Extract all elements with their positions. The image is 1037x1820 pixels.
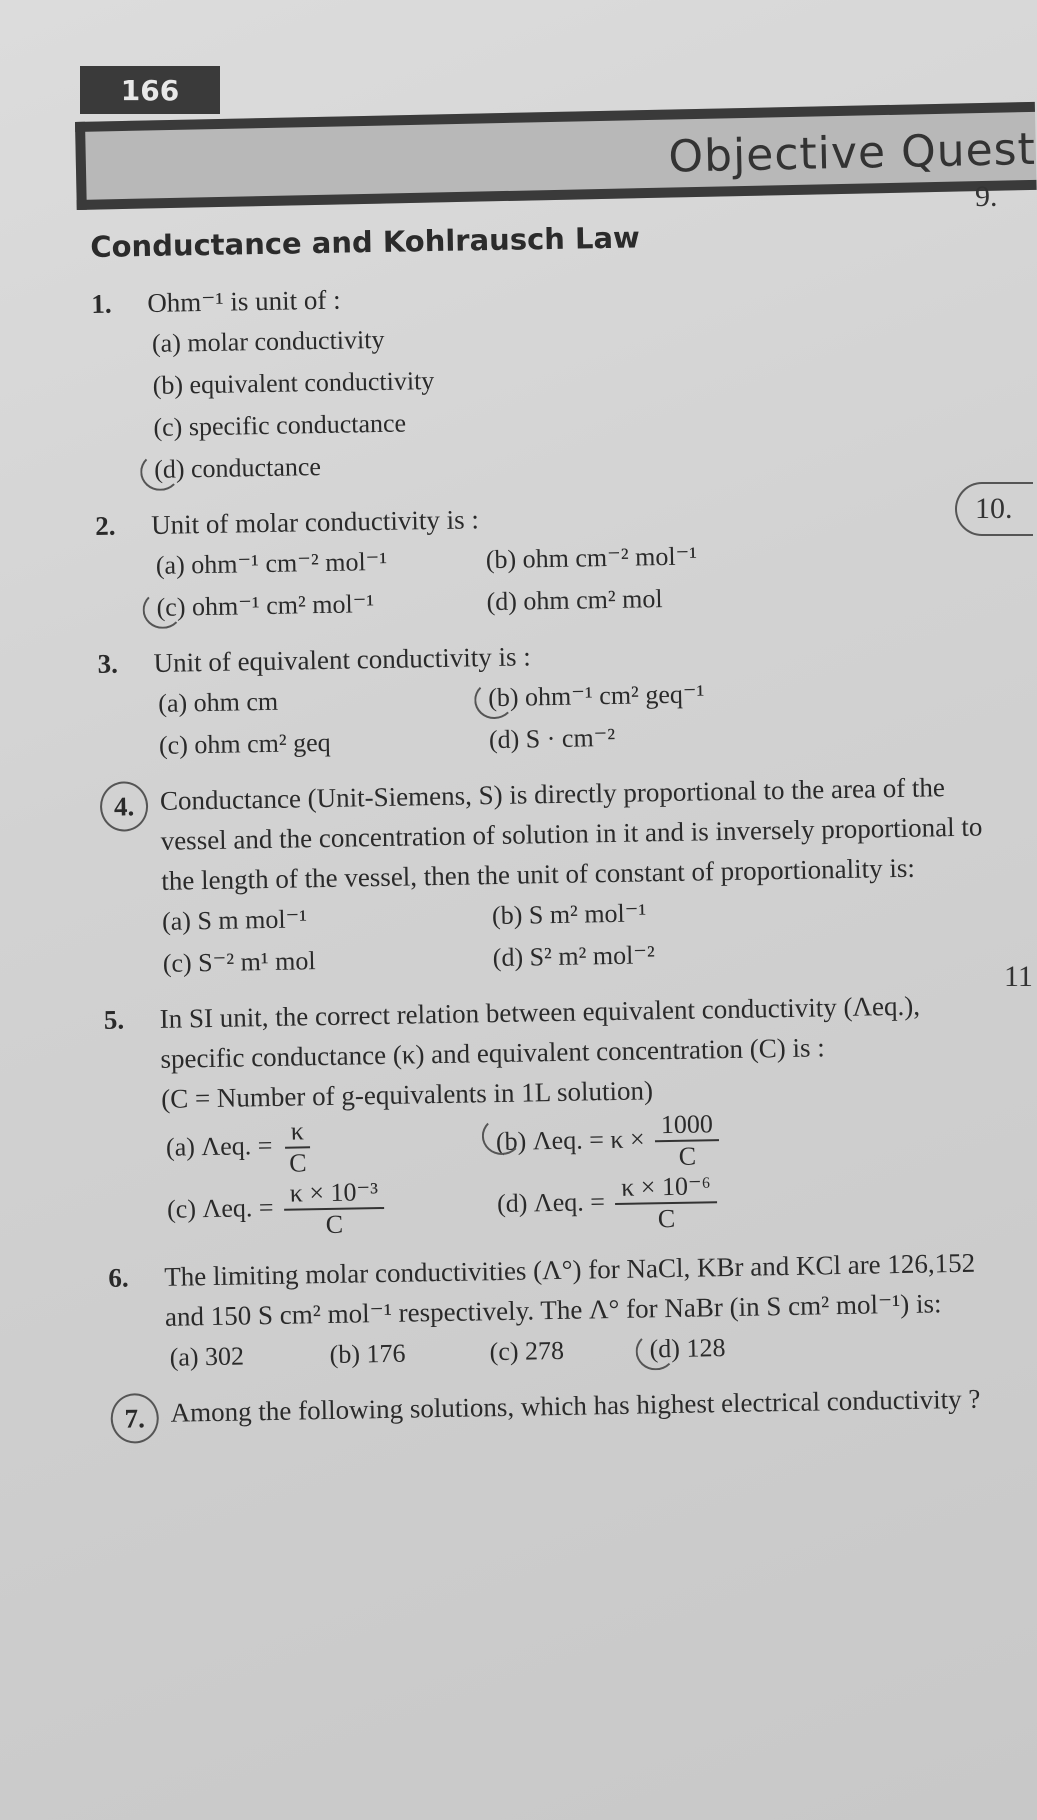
option-b[interactable]: (b) equivalent conductivity — [152, 366, 435, 400]
option-b-label: (b) — [495, 1126, 527, 1157]
option-b[interactable]: (b) S m² mol⁻¹ — [491, 898, 647, 931]
option-b[interactable]: (b) ohm cm⁻² mol⁻¹ — [485, 541, 698, 575]
check-mark-icon — [142, 590, 183, 629]
fraction: $\frac{1000}{C}$ — [655, 1109, 720, 1172]
question-number: 2. — [94, 510, 116, 541]
option-a[interactable]: (a) 302 — [169, 1341, 245, 1372]
page-number: 166 — [80, 66, 220, 114]
option-a[interactable] — [166, 1113, 497, 1181]
chapter-banner — [75, 102, 1037, 210]
option-c[interactable]: (c) 278 — [489, 1335, 565, 1367]
formula-lhs: Λeq. = — [201, 1130, 273, 1162]
question-text: Unit of molar conductivity is : — [150, 504, 480, 540]
side-question-11: 11 — [1004, 960, 1033, 993]
question-number: 7. — [110, 1393, 159, 1444]
option-d-label: (d) 128 — [649, 1333, 726, 1364]
question-1 — [91, 268, 994, 492]
fraction: $\frac{\text{κ × 10⁻³}}{C}$ — [284, 1177, 385, 1241]
formula-lhs: Λeq. = — [532, 1125, 605, 1156]
question-list — [90, 214, 1011, 1458]
question-number: 6. — [108, 1262, 129, 1293]
option-d-label: (d) conductance — [153, 452, 322, 484]
side-question-10: 10. — [955, 482, 1033, 536]
option-c[interactable]: (c) ohm cm² geq — [158, 727, 331, 760]
option-d[interactable] — [497, 1169, 828, 1237]
question-text: Unit of equivalent conductivity is : — [153, 641, 531, 678]
option-c[interactable]: (c) specific conductance — [153, 408, 407, 442]
question-number: 4. — [100, 781, 149, 832]
question-2 — [95, 490, 997, 630]
option-d[interactable]: (d) ohm cm² mol — [486, 584, 663, 617]
option-b[interactable] — [495, 1107, 826, 1175]
question-6 — [108, 1242, 1010, 1380]
option-a[interactable]: (a) molar conductivity — [151, 324, 385, 358]
option-a[interactable]: (a) ohm cm — [158, 686, 279, 718]
question-note: (C = Number of g-equivalents in 1L solution) — [160, 1075, 654, 1114]
option-c[interactable] — [167, 1175, 498, 1243]
check-mark-icon — [474, 681, 515, 720]
question-text: The limiting molar conductivities (Λ°) for NaCl, KBr and KCl are 126,152 and 150 S cm² mol⁻¹ respectively. The Λ° for NaBr (in S cm² mol⁻¹) is: — [164, 1247, 976, 1332]
formula-prefix: κ × — [610, 1124, 645, 1155]
question-number: 1. — [91, 288, 112, 319]
question-number: 5. — [103, 1004, 125, 1035]
fraction: $\frac{\text{κ × 10⁻⁶}}{C}$ — [615, 1171, 718, 1235]
option-b[interactable]: (b) 176 — [329, 1338, 406, 1369]
side-question-9: 9. — [975, 180, 998, 213]
question-text: Conductance (Unit-Siemens, S) is directly proportional to the area of the vessel and the concentration of solution in it and is inversely proportional to the length of the vessel, then the unit of constant of proportionality is: — [159, 772, 983, 896]
option-c-label: (c) — [166, 1194, 197, 1224]
question-4 — [100, 766, 1003, 986]
question-number: 3. — [97, 648, 119, 679]
question-text: Ohm⁻¹ is unit of : — [147, 284, 341, 319]
option-c-label: (c) ohm⁻¹ cm² mol⁻¹ — [156, 589, 375, 622]
question-7 — [110, 1378, 1011, 1444]
option-a[interactable]: (a) ohm⁻¹ cm⁻² mol⁻¹ — [155, 546, 388, 580]
check-mark-icon — [140, 452, 181, 491]
option-c[interactable] — [156, 581, 487, 629]
question-text: In SI unit, the correct relation between equivalent conductivity (Λeq.), specific conductance (κ) and equivalent concentration (C) is : — [159, 990, 921, 1074]
option-a[interactable]: (a) S m mol⁻¹ — [161, 904, 308, 936]
question-3 — [97, 628, 999, 768]
option-d[interactable] — [649, 1326, 810, 1371]
option-d-label: (d) — [496, 1188, 528, 1219]
option-a-label: (a) — [165, 1132, 196, 1162]
formula-lhs: Λeq. = — [202, 1192, 274, 1224]
check-mark-icon — [635, 1332, 676, 1371]
question-5 — [103, 984, 1007, 1244]
option-c[interactable]: (c) S⁻² m¹ mol — [162, 946, 316, 978]
section-title: Conductance and Kohlrausch Law — [90, 220, 641, 264]
fraction: $\frac{\kappa}{C}$ — [282, 1116, 312, 1179]
question-text: Among the following solutions, which has highest electrical conductivity ? — [170, 1383, 981, 1428]
option-d[interactable]: (d) S² m² mol⁻² — [492, 940, 656, 973]
banner-title: Objective Quest — [667, 123, 1037, 183]
formula-lhs: Λeq. = — [533, 1187, 606, 1218]
option-b-label: (b) ohm⁻¹ cm² geq⁻¹ — [487, 679, 705, 713]
option-d[interactable]: (d) S · cm⁻² — [488, 722, 616, 755]
option-b[interactable] — [488, 671, 819, 719]
